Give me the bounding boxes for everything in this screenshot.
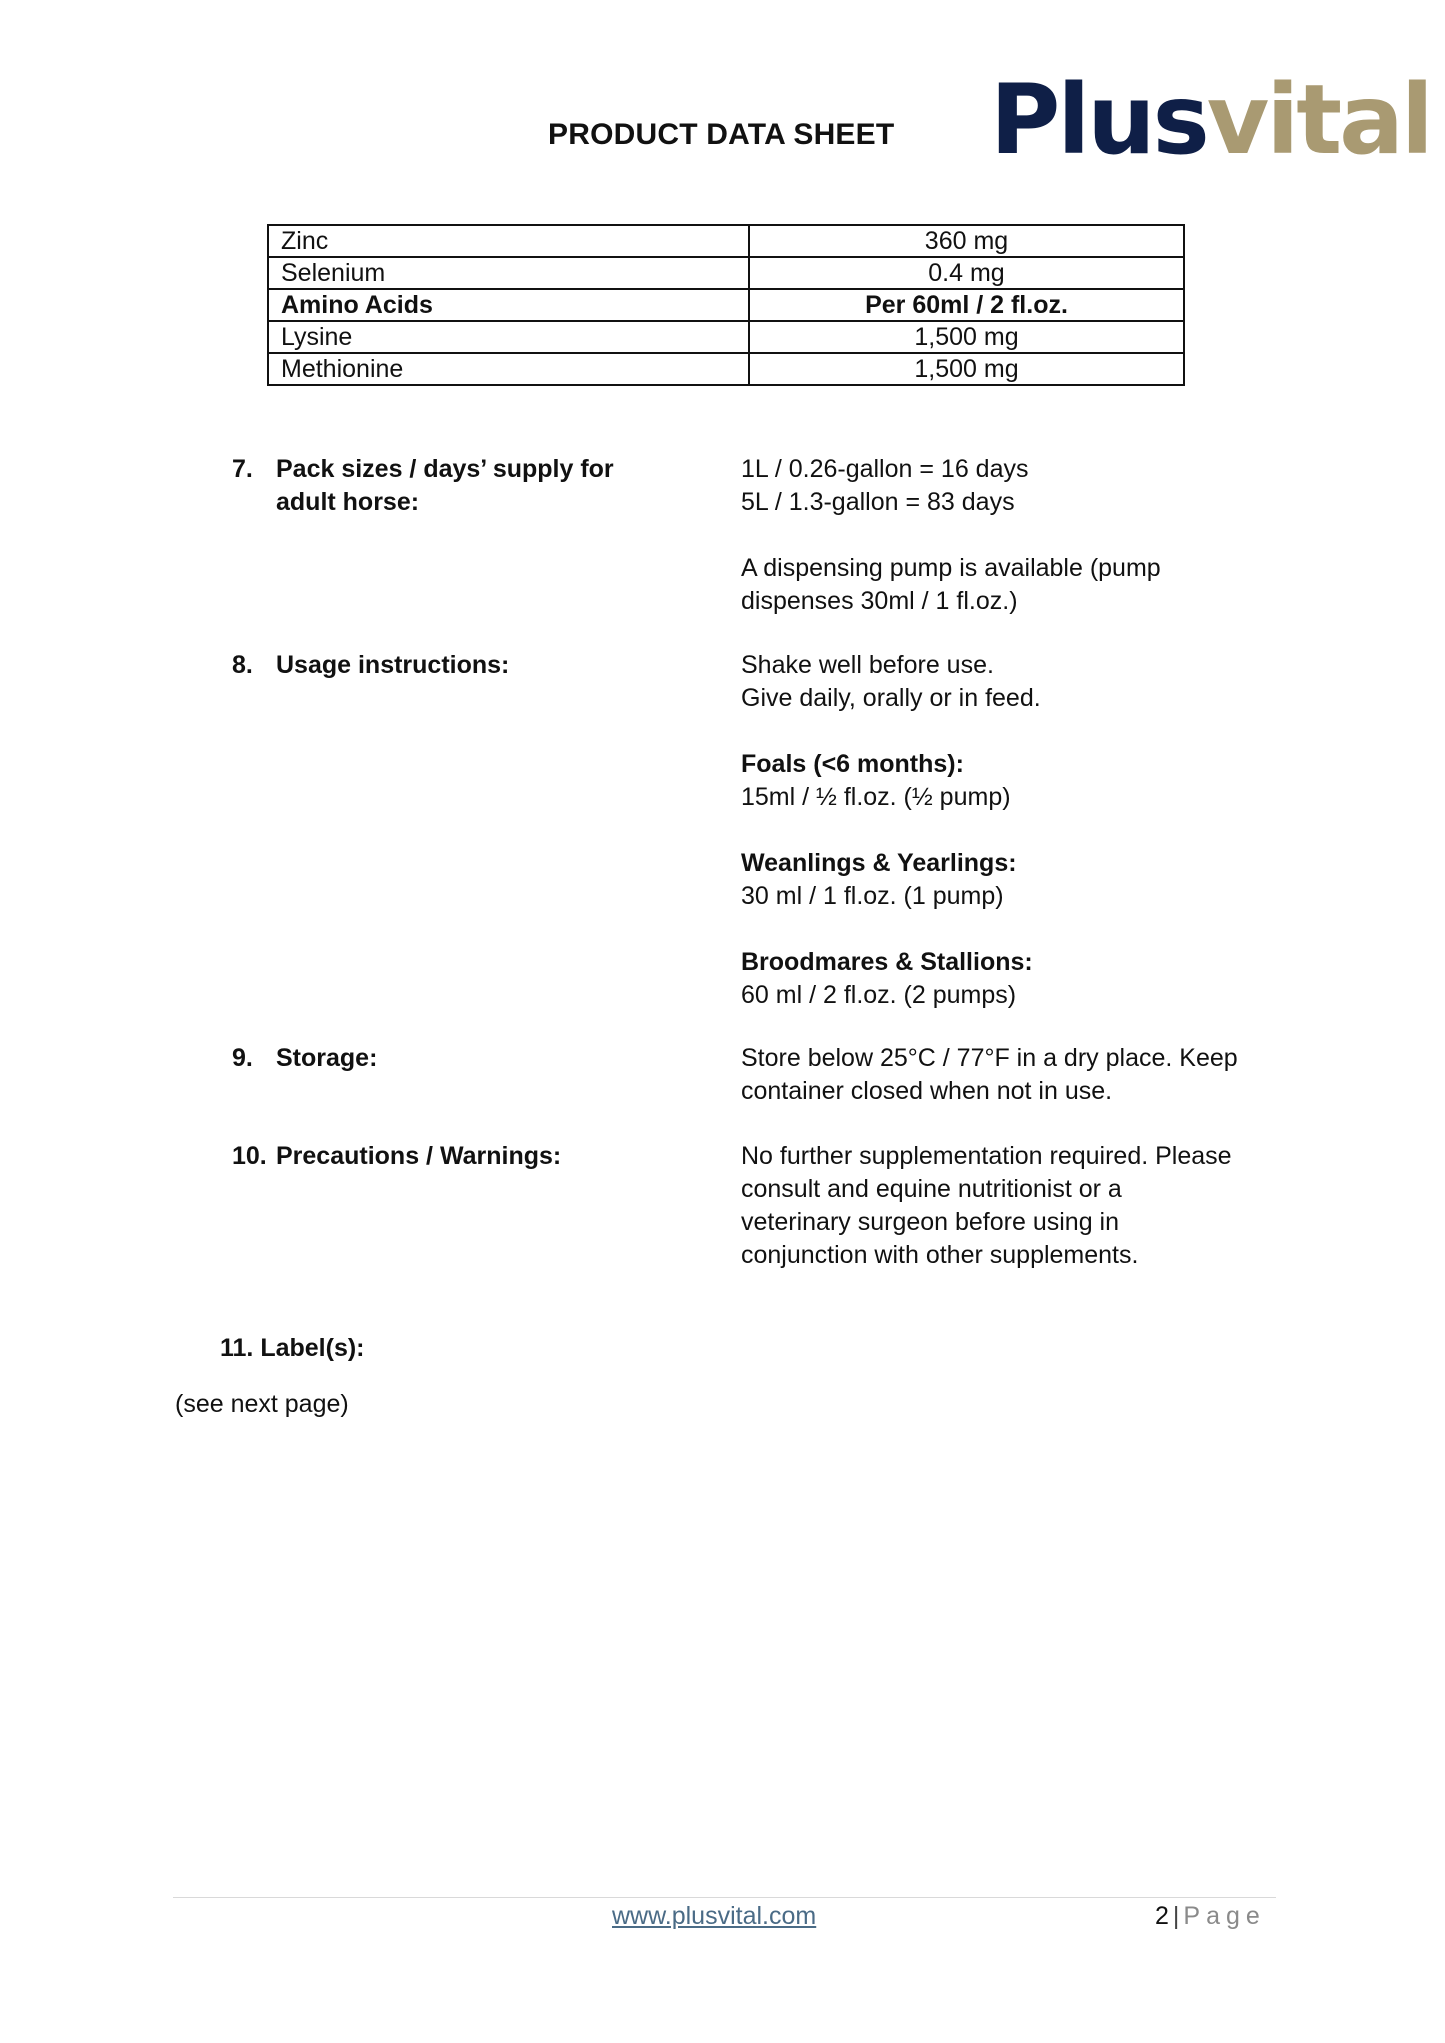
nutrient-name: Lysine — [268, 321, 749, 353]
logo-text-vital: vital — [1206, 64, 1431, 176]
section-10-content — [741, 1140, 1281, 1272]
nutrient-name: Selenium — [268, 257, 749, 289]
section-11-label: 11. Label(s): — [220, 1334, 365, 1362]
section-9-number: 9. — [232, 1044, 253, 1072]
warnings-line3: veterinary surgeon before using in — [741, 1208, 1120, 1236]
broodmares-dose: 60 ml / 2 fl.oz. (2 pumps) — [741, 981, 1017, 1009]
see-next-page-note: (see next page) — [175, 1390, 349, 1418]
storage-line2: container closed when not in use. — [741, 1077, 1113, 1105]
nutrient-table — [267, 224, 1185, 386]
table-row — [268, 257, 1184, 289]
page-number-separator: | — [1172, 1902, 1180, 1930]
pack-size-1l: 1L / 0.26-gallon = 16 days — [741, 455, 1029, 483]
page-number-value: 2 — [1155, 1902, 1169, 1930]
nutrient-group-name: Amino Acids — [268, 289, 749, 321]
broodmares-heading: Broodmares & Stallions: — [741, 948, 1033, 976]
pump-note-line2: dispenses 30ml / 1 fl.oz.) — [741, 587, 1018, 615]
table-row-header — [268, 289, 1184, 321]
warnings-line2: consult and equine nutritionist or a — [741, 1175, 1122, 1203]
logo-text-plus: Plus — [990, 64, 1207, 176]
nutrient-value: 0.4 mg — [749, 257, 1184, 289]
footer-divider — [173, 1897, 1276, 1898]
section-7-label-line2: adult horse: — [276, 488, 420, 516]
nutrient-value: 360 mg — [749, 225, 1184, 257]
website-link[interactable]: www.plusvital.com — [612, 1902, 817, 1930]
pump-note-line1: A dispensing pump is available (pump — [741, 554, 1161, 582]
nutrient-value: 1,500 mg — [749, 353, 1184, 385]
section-8-content — [741, 649, 1281, 1012]
section-7-content — [741, 453, 1281, 618]
usage-line2: Give daily, orally or in feed. — [741, 684, 1041, 712]
section-8-label: Usage instructions: — [276, 651, 510, 679]
section-7-label-line1: Pack sizes / days’ supply for — [276, 455, 614, 483]
pack-size-5l: 5L / 1.3-gallon = 83 days — [741, 488, 1015, 516]
section-7-number: 7. — [232, 455, 253, 483]
section-8-number: 8. — [232, 651, 253, 679]
weanlings-dose: 30 ml / 1 fl.oz. (1 pump) — [741, 882, 1004, 910]
page-number — [1155, 1902, 1266, 1931]
foals-heading: Foals (<6 months): — [741, 750, 964, 778]
table-row — [268, 225, 1184, 257]
weanlings-heading: Weanlings & Yearlings: — [741, 849, 1017, 877]
usage-line1: Shake well before use. — [741, 651, 994, 679]
table-row — [268, 321, 1184, 353]
warnings-line1: No further supplementation required. Please — [741, 1142, 1232, 1170]
plusvital-logo — [990, 64, 1431, 176]
section-10-number: 10. — [232, 1142, 267, 1170]
nutrient-value: 1,500 mg — [749, 321, 1184, 353]
section-9-label: Storage: — [276, 1044, 378, 1072]
section-7-label — [276, 453, 696, 519]
section-10-label: Precautions / Warnings: — [276, 1142, 562, 1170]
foals-dose: 15ml / ½ fl.oz. (½ pump) — [741, 783, 1011, 811]
nutrient-name: Methionine — [268, 353, 749, 385]
page-title: PRODUCT DATA SHEET — [548, 118, 895, 151]
page-word: Page — [1183, 1902, 1266, 1930]
warnings-line4: conjunction with other supplements. — [741, 1241, 1139, 1269]
nutrient-name: Zinc — [268, 225, 749, 257]
nutrient-group-unit: Per 60ml / 2 fl.oz. — [749, 289, 1184, 321]
table-row — [268, 353, 1184, 385]
section-9-content — [741, 1042, 1281, 1108]
storage-line1: Store below 25°C / 77°F in a dry place. Keep — [741, 1044, 1238, 1072]
